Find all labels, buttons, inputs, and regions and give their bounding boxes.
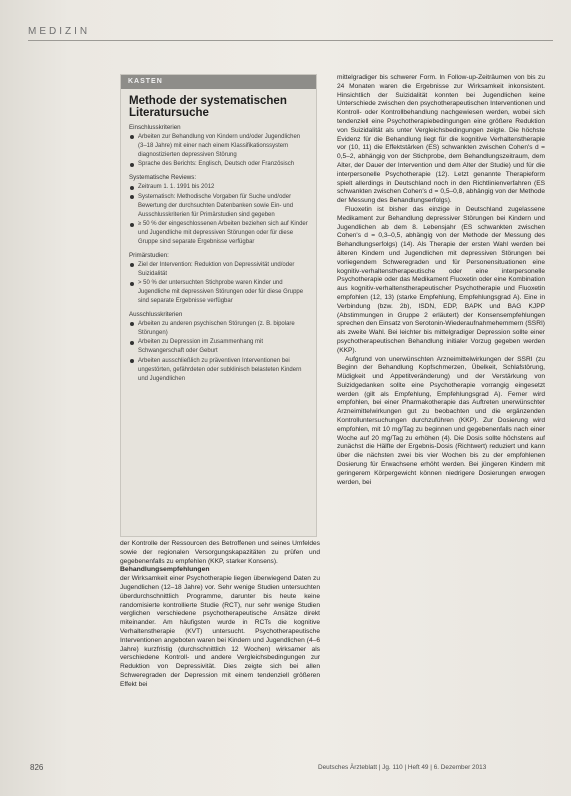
box-tag: KASTEN (121, 75, 316, 89)
right-paragraph: Fluoxetin ist bisher das einzige in Deutschland zugelassene Medikament zur Behandlung depressiver Störungen bei Kindern und Jugendlichen ab dem 8. Lebensjahr (ES schwankten zwischen Cohen's d = 0,3–0,5, abhängig von der Methode der Messung des Behandlungserfolgs) (14). Als Therapie der ersten Wahl werden bei älteren Kindern und Jugendlichen mit depressiven Störungen bei vorliegendem Schweregraden und für Personensituationen eine kognitiv-verhaltenstherapeutische oder eine interpersonelle Psychotherapie oder das Medikament Fluoxetin oder eine Kombination aus kognitiv-verhaltenstherapeutischer Psychotherapie und Fluoxetin empfohlen (12, 13) (starke Empfehlung, Empfehlungsgrad A). Eine in Verbindung (bzw. 2b), ISDN, EDP, BAPK und BAG KJPP (Abstimmungen in Gruppe 2 erläutert) der Konsensempfehlungen sprechen den Einsatz von Serotonin-Wiederaufnahmehemmern (SSRI) als zweite Wahl. Bei leichter bis mittelgradiger Depression sollte einer psychotherapeutischen Behandlung initialer Vorzug gegeben werden (KKP). (337, 205, 545, 354)
left-intro: der Kontrolle der Ressourcen des Betroffenen und seines Umfeldes sowie der regionalen Versorgungskapazitäten zu prüfen und gegebenenfalls zu empfehlen (KKP, starker Konsens). (120, 540, 320, 565)
inclusion-item: Arbeiten zur Behandlung von Kindern und/oder Jugendlichen (3–18 Jahre) mit einer nach einem Klassifikationssystem diagnostizierten depressiven Störung (129, 133, 308, 159)
left-column (120, 540, 320, 690)
box-title: Methode der systematischen Literatursuche (129, 95, 287, 119)
methods-box (120, 74, 317, 537)
reviews-item: ≥ 50 % der eingeschlossenen Arbeiten beziehen sich auf Kinder und Jugendliche mit depressiven Störungen oder für diese Gruppe sind separate Ergebnisse verfügbar (129, 220, 308, 246)
exclusion-heading: Ausschlusskriterien (129, 310, 183, 318)
primary-item: Ziel der Intervention: Reduktion von Depressivität und/oder Suizidalität (129, 261, 308, 279)
page-number: 826 (30, 763, 44, 772)
inclusion-item: Sprache des Berichts: Englisch, Deutsch oder Französisch (129, 160, 308, 169)
reviews-item: Zeitraum 1. 1. 1991 bis 2012 (129, 183, 308, 192)
right-paragraph: mittelgradiger bis schwerer Form. In Follow-up-Zeiträumen von bis zu 24 Monaten waren die Ergebnisse zur Wirksamkeit inkonsistent. Hinsichtlich der Suizidalität konnten bei Jugendlichen keine Unterschiede zwischen den psychotherapeutischen Interventionen und Kontroll- oder Kontrollbehandlung nachgewiesen werden, wobei sich tendenziell eine Psychotherapiebedingungen eine größere Reduktion von Suizidalität als unter Vergleichsbedingungen zeigte. Die höchste Evidenz für die Behandlung liegt für die kognitive Verhaltenstherapie vor (10, 11) die Effektstärken (ES) schwankten zwischen Cohen's d = 0,5–2, abhängig von der Stichprobe, dem Behandlungszeitraum, dem Alter, der Dauer der Intervention und dem Alter der Studie) und für die interpersonelle Psychotherapie (12). Letzt genannte Therapieform spielt allerdings in Deutschland noch in den Richtlinienverfahren (ES schwankten zwischen Cohen's d = 0,5–0,8, abhängig von der Methode der Messung des Behandlungserfolgs). (337, 74, 545, 205)
inclusion-heading: Einschlusskriterien (129, 124, 181, 131)
exclusion-item: Arbeiten ausschließlich zu präventiven Interventionen bei ungestörten, gefährdeten oder subklinisch belasteten Kindern und Jugendlichen (129, 357, 308, 383)
header-rule (28, 40, 553, 41)
primary-item: > 50 % der untersuchten Stichprobe waren Kinder und Jugendliche mit depressiven Störungen oder für diese Gruppe sind separate Ergebnisse verfügbar (129, 279, 308, 305)
left-body: der Wirksamkeit einer Psychotherapie liegen überwiegend Daten zu Jugendlichen (12–18 Jahre) vor. Sehr wenige Studien untersuchten überdurchschnittlich Programme, darunter bis heute keine randomisierte kontrollierte Studie (RCT), nur sehr wenige Studien verglichen verschiedene psychotherapeutische Ansätze direkt miteinander. Am häufigsten wurde in RCTs die kognitive Verhaltenstherapie (KVT) untersucht. Psychotherapeutische Interventionen angeboten waren bei Kindern und Jugendlichen (4–6 Jahre) kurzfristig (durchschnittlich 12 Wochen) wirksamer als verschiedene Kontroll- und andere Vergleichsbedingungen zur Reduktion von Depressivität. Dies zeigte sich bei allen Schweregraden der Depression mit einem tendenziell größeren Effekt bei (120, 575, 320, 688)
exclusion-item: Arbeiten zu Depression im Zusammenhang mit Schwangerschaft oder Geburt (129, 338, 308, 356)
right-column (337, 74, 545, 487)
journal-citation: Deutsches Ärzteblatt | Jg. 110 | Heft 49 | 6. Dezember 2013 (318, 764, 487, 771)
right-paragraph: Aufgrund von unerwünschten Arzneimittelwirkungen der SSRI (zu Beginn der Behandlung Kopfschmerzen, Übelkeit, Schlafstörung, Müdigkeit und Appetitveränderung) und der Verstärkung von Suizidgedanken sollte eine Psychotherapie vorrangig eingesetzt werden (gilt als Empfehlung, Empfehlungsgrad A). Ferner wird empfohlen, bei einer Pharmakotherapie das Auftreten unerwünschter Arzneimittelwirkungen gut zu beobachten und die ergänzenden Kontrolluntersuchungen durchzuführen (KKP). Zur Dosierung wird empfohlen, mit 10 mg/Tag zu beginnen und gegebenenfalls nach einer Woche auf 20 mg/Tag zu erhöhen (4). Die Dosis sollte höchstens auf zunächst die Hälfte der Ergebnis-Dosis (Richtwert) reduziert und kann über die nächsten zwei bis vier Wochen bis zu der empfohlenen Dosierung für Erwachsene erhöht werden. Bei jüngeren Kindern mit geringerem Körpergewicht können niedrigere Dosierungen erwogen werden, bei (337, 355, 545, 486)
section-heading: Behandlungsempfehlungen (120, 566, 210, 574)
reviews-item: Systematisch: Methodische Vorgaben für Suche und/oder Bewertung der durchsuchten Datenbanken sowie Ein- und Ausschlusskriterien für Primärstudien sind gegeben (129, 193, 308, 219)
reviews-heading: Systematische Reviews: (129, 174, 197, 182)
primary-heading: Primärstudien: (129, 251, 169, 259)
exclusion-item: Arbeiten zu anderen psychischen Störungen (z. B. bipolare Störungen) (129, 320, 308, 338)
section-label: MEDIZIN (28, 26, 91, 37)
